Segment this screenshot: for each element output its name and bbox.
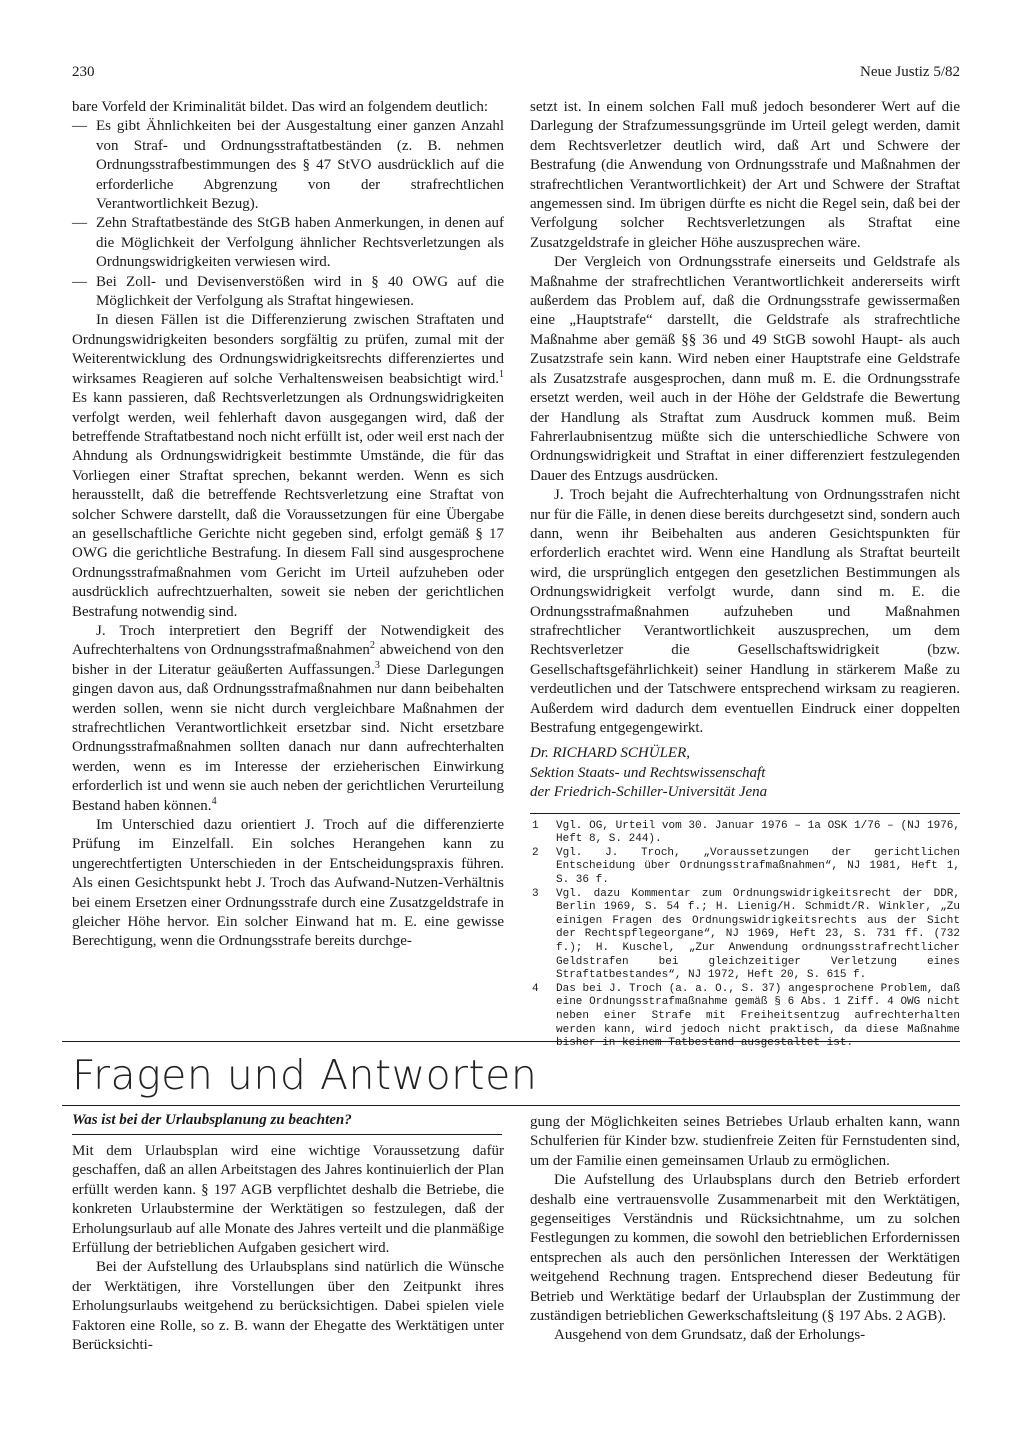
section-divider (62, 1041, 960, 1042)
question-heading: Was ist bei der Urlaubsplanung zu beachten? (72, 1112, 352, 1128)
paragraph: setzt ist. In einem solchen Fall muß jedoch besonderer Wert auf die Darlegung der Strafzumessungsgründe im Urteil gelegt werden, damit dem Rechtsverletzer deutlich wird, daß Art und Schwere der Bestrafung (die Anwendung von Ordnungsstrafe und Maßnahmen der strafrechtlichen Verantwortlichkeit) der Art und Schwere der Straftat angemessen sind. Im übrigen dürfte es nicht die Regel sein, daß bei der Verfolgung solcher Rechtsverletzungen als Straftat eine Zusatzgeldstrafe in gleicher Höhe auszusprechen wäre. (530, 99, 960, 251)
paragraph: Bei der Aufstellung des Urlaubsplans sind natürlich die Wünsche der Werktätigen, ihre Vorstellungen über den Zeitpunkt ihres Erholungsurlaubs weitgehend zu berücksichtigen. Dabei spielen viele Faktoren eine Rolle, so z. B. wann der Ehegatte des Werktätigen unter Berücksichti- (72, 1259, 504, 1354)
paragraph: J. Troch interpretiert den Begriff der Notwendigkeit des Aufrechterhaltens von Ordnungsstrafmaßnahmen$^2$ abweichend von den bisher in der Literatur geäußerten Auffassungen.$^3$ Diese Darlegungen gingen davon aus, daß Ordnungsstrafmaßnahmen nur dann beibehalten werden sollen, wenn sie nicht durch vergleichbare Maßnahmen der strafrechtlichen Verantwortlichkeit ersetzbar sind. Nicht ersetzbare Ordnungsstrafmaßnahmen sollten danach nur dann aufrechterhalten werden, wenn es im Interesse der erzieherischen Einwirkung erforderlich ist und wenn sie auch neben der gerichtlichen Verurteilung Bestand haben können.$^4$ (72, 622, 505, 814)
footnote-ref[interactable]: 4 (211, 795, 217, 807)
list-item: — Zehn Straftatbestände des StGB haben Anmerkungen, in denen auf die Möglichkeit der Verfolgung ähnlicher Rechtsverletzungen als Ordnungswidrigkeiten verwiesen wird. (72, 214, 504, 272)
author-affiliation: der Friedrich-Schiller-Universität Jena (530, 784, 768, 801)
author-affiliation: Sektion Staats- und Rechtswissenschaft (530, 764, 766, 781)
list-item: — Bei Zoll- und Devisenverstößen wird in § 40 OWG auf die Möglichkeit der Verfolgung als Straftat hingewiesen. (72, 273, 504, 312)
paragraph: In diesen Fällen ist die Differenzierung zwischen Straftaten und Ordnungswidrigkeiten besonders sorgfältig zu prüfen, zumal mit der Weiterentwicklung des Ordnungswidrigkeitsrechts differenziertes und wirksames Reagieren auf solche Verhaltensweisen beabsichtigt wird.$^1$ Es kann passieren, daß Rechtsverletzungen als Ordnungswidrigkeiten verfolgt werden, weil fehlerhaft davon ausgegangen wird, daß der betreffende Straftatbestand noch nicht erfüllt ist, oder weil erst nach der Ahndung als Ordnungswidrigkeit bestimmte Umstände, die für das Vorliegen einer Straftat sprechen, bekannt werden. Wenn es sich herausstellt, daß die betreffende Rechtsverletzung eine Straftat von solcher Schwere darstellt, daß die Voraussetzungen für eine Übergabe an gesellschaftliche Gerichte nicht gegeben sind, erfolgt gemäß § 17 OWG die gerichtliche Bestrafung. In diesem Fall sind ausgesprochene Ordnungsstrafmaßnahmen vom Gericht im Urteil aufzuheben oder ausdrücklich aufrechtzuerhalten, soweit sie neben der gerichtlichen Bestrafung notwendig sind. (72, 312, 504, 620)
section-title: Fragen und Antworten (72, 1051, 538, 1099)
footnote: 3 Vgl. dazu Kommentar zum Ordnungswidrigkeitsrecht der DDR, Berlin 1969, S. 54 f.; H. Lienig/H. Schmidt/R. Winkler, „Zu einigen Fragen des Ordnungswidrigkeitsrechts aus der Sicht der Rechtspflegeorgane“, NJ 1969, Heft 23, S. 731 ff. (732 f.); H. Kuschel, „Zur Anwendung ordnungsstrafrechtlicher Geldstrafen bei gleichzeitiger Verletzung eines Straftatbestandes“, NJ 1972, Heft 20, S. 615 f. (532, 887, 960, 982)
footnote: 1 Vgl. OG, Urteil vom 30. Januar 1976 – 1a OSK 1/76 – (NJ 1976, Heft 8, S. 244). (532, 819, 960, 846)
footnote: 2 Vgl. J. Troch, „Voraussetzungen der gerichtlichen Entscheidung über Ordnungsstrafmaßnahmen“, NJ 1981, Heft 1, S. 36 f. (532, 846, 960, 886)
question-underline (72, 1134, 502, 1135)
paragraph: bare Vorfeld der Kriminalität bildet. Das wird an folgendem deutlich: (72, 99, 488, 115)
journal-issue: Neue Justiz 5/82 (860, 64, 960, 80)
answer-left-column (72, 1142, 504, 1355)
paragraph: J. Troch bejaht die Aufrechterhaltung von Ordnungsstrafen nicht nur für die Fälle, in denen diese bereits durchgesetzt sind, sondern auch dann, wenn ihr Beibehalten aus anderen Gesichtspunkten für erforderlich erachtet wird. Wenn eine Handlung als Straftat beurteilt wird, die ursprünglich entgegen den gesetzlichen Bestimmungen als Ordnungswidrigkeit verfolgt wurde, dann sind m. E. die Ordnungsstrafmaßnahmen aufzuheben und Maßnahmen strafrechtlicher Verantwortlichkeit auszusprechen, um dem Rechtsverletzer die Gesellschaftswidrigkeit (bzw. Gesellschaftsgefährlichkeit) seiner Handlung in stärkerem Maße zu verdeutlichen und der Tatschwere entsprechend wirksam zu reagieren. Außerdem wird dadurch dem eventuellen Eindruck einer doppelten Bestrafung entgegengewirkt. (530, 487, 960, 736)
list-item: — Es gibt Ähnlichkeiten bei der Ausgestaltung einer ganzen Anzahl von Straf- und Ordnungsstraftatbeständen (z. B. nehmen Ordnungsstrafbestimmungen des § 47 StVO ausdrücklich auf die erforderliche Abgrenzung von der strafrechtlichen Verantwortlichkeit Bezug). (72, 117, 504, 214)
author-name: Dr. RICHARD SCHÜLER, (530, 745, 690, 762)
footnote-ref[interactable]: 1 (499, 368, 504, 380)
paragraph: Mit dem Urlaubsplan wird eine wichtige Voraussetzung dafür geschaffen, daß an allen Arbeitstagen des Jahres kontinuierlich der Plan erfüllt werden kann. § 197 AGB verpflichtet deshalb die Betriebe, die konkreten Urlaubstermine der Werktätigen so festzulegen, daß der Erholungsurlaub auf alle Monate des Jahres verteilt und die planmäßige Erfüllung der betrieblichen Aufgaben gesichert wird. (72, 1143, 504, 1257)
paragraph: Der Vergleich von Ordnungsstrafe einerseits und Geldstrafe als Maßnahme der strafrechtlichen Verantwortlichkeit andererseits wirft außerdem das Problem auf, daß die Ordnungsstrafe gewissermaßen eine „Hauptstrafe“ darstellt, die Geldstrafe als strafrechtliche Maßnahme aber gemäß §§ 36 und 49 StGB sowohl Haupt- als auch Zusatzstrafe sein kann. Wird neben einer Hauptstrafe eine Geldstrafe als Zusatzstrafe ausgesprochen, dann muß m. E. die Ordnungsstrafe ersetzt werden, weil auch in der Höhe der Geldstrafe die Bewertung der Handlung als Straftat zum Ausdruck kommen muß. Beim Fahrerlaubnisentzug müßte sich die unterschiedliche Schwere von Ordnungswidrigkeit und Straftat in einer differenziert festzulegenden Dauer des Entzugs ausdrücken. (530, 254, 960, 484)
footnotes (530, 813, 960, 1051)
page-header (72, 62, 960, 84)
paragraph: Ausgehend von dem Grundsatz, daß der Erholungs- (554, 1327, 866, 1344)
footnote-ref[interactable]: 3 (374, 659, 380, 671)
paragraph: gung der Möglichkeiten seines Betriebes Urlaub erhalten kann, wann Schulferien für Kinder bzw. studienfreie Zeiten für Fernstudenten sind, um der Familie einen gemeinsamen Urlaub zu ermöglichen. (530, 1114, 960, 1169)
section-divider (62, 1105, 960, 1106)
article-right-column (530, 98, 960, 1051)
footnote-ref[interactable]: 2 (369, 640, 375, 652)
page-number: 230 (72, 64, 95, 80)
answer-right-column (530, 1113, 960, 1346)
paragraph: Die Aufstellung des Urlaubsplans durch den Betrieb erfordert deshalb eine vertrauensvolle Zusammenarbeit mit den Werktätigen, gegenseitiges Verständnis und Rücksichtnahme, um zu solchen Festlegungen zu kommen, die sowohl den betrieblichen Erfordernissen entsprechen als auch den persönlichen Interessen der Werktätigen weitgehend Rechnung tragen. Entsprechend dieser Bedeutung für Betrieb und Werktätige bedarf der Urlaubsplan der Zustimmung der zuständigen betrieblichen Gewerkschaftsleitung (§ 197 Abs. 2 AGB). (530, 1172, 960, 1325)
footnote: 4 Das bei J. Troch (a. a. O., S. 37) angesprochene Problem, daß eine Ordnungsstrafmaßnahme gemäß § 6 Abs. 1 Ziff. 4 OWG nicht neben einer Strafe mit Freiheitsentzug aufrechterhalten werden kann, wird jedoch nicht praktisch, da diese Maßnahme bisher in keinem Tatbestand ausgestaltet ist. (532, 982, 960, 1050)
article-left-column (72, 98, 504, 952)
bullet-list (72, 117, 504, 311)
author-signature (530, 744, 960, 802)
paragraph: Im Unterschied dazu orientiert J. Troch auf die differenzierte Prüfung im Einzelfall. Ein solches Herangehen kann zu ungerechtfertigten Unterschieden in der Entscheidungspraxis führen. Als einen Gesichtspunkt hebt J. Troch das Aufwand-Nutzen-Verhältnis bei einem Ersetzen einer Ordnungsstrafe durch eine Zusatzgeldstrafe in gleicher Höhe hervor. Ein solcher Einwand hat m. E. eine gewisse Berechtigung, wenn die Ordnungsstrafe bereits durchge- (72, 817, 504, 950)
